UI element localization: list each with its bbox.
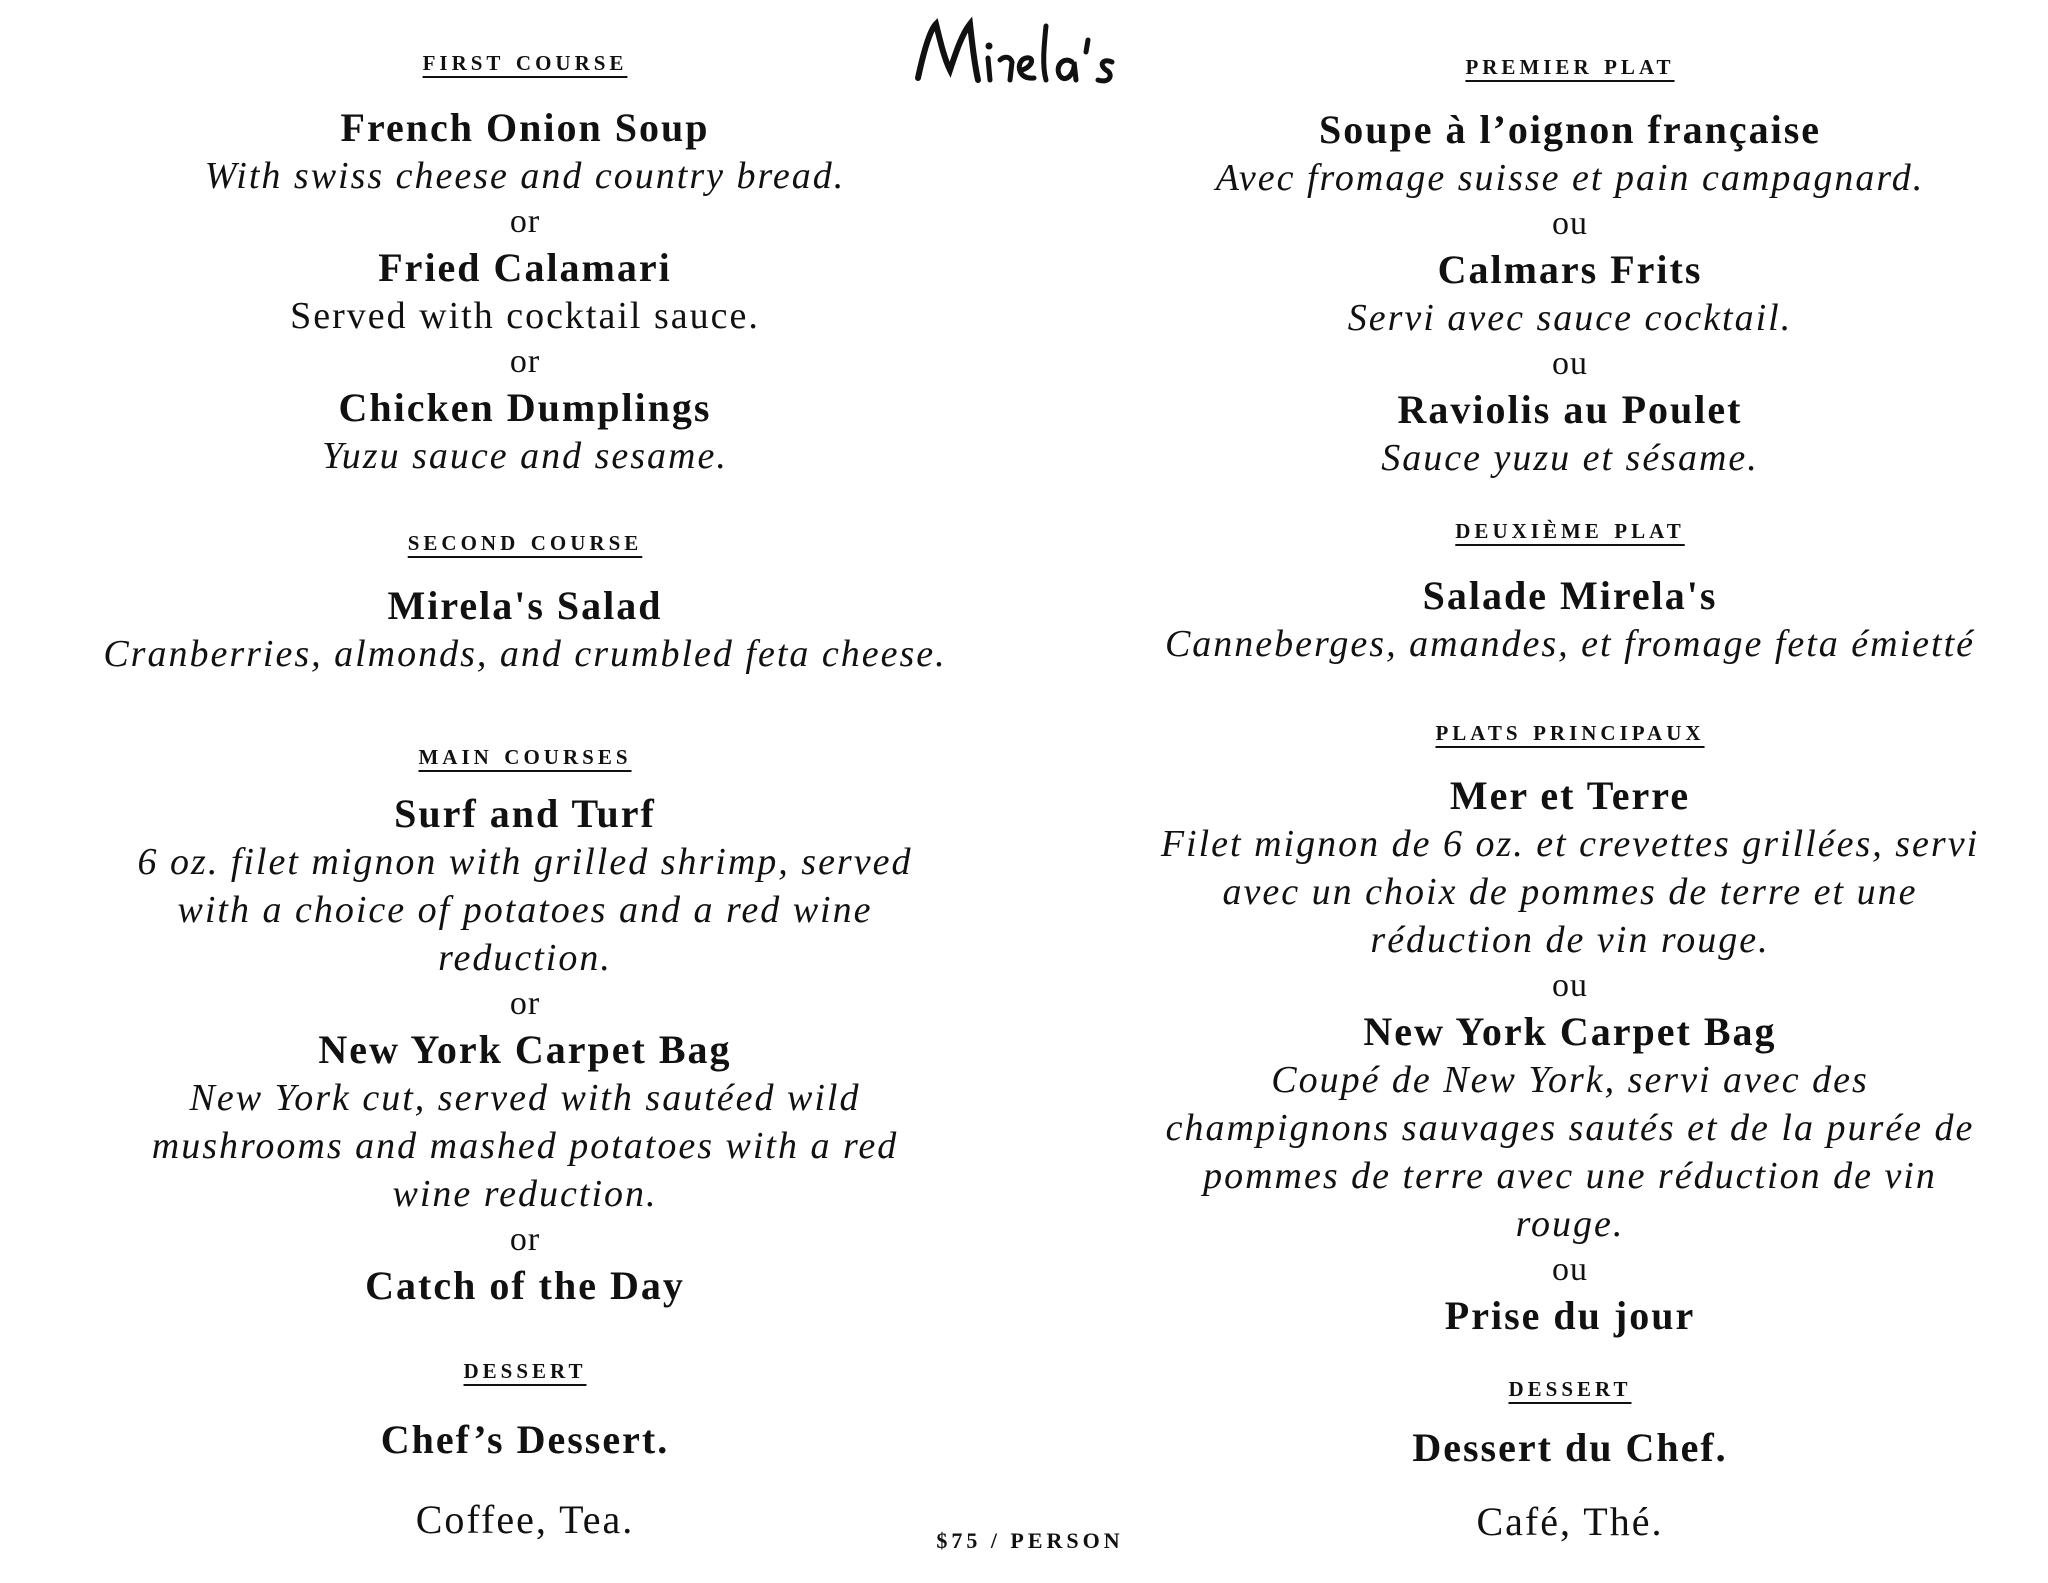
dish-description-line: reduction. xyxy=(438,937,612,979)
dish-description: Sauce yuzu et sésame. xyxy=(1381,437,1759,479)
second-course-heading: second course xyxy=(407,524,643,557)
dish-description-line: Filet mignon de 6 oz. et crevettes grillées, servi xyxy=(1160,823,1980,865)
second-course-item xyxy=(1120,572,2020,668)
dish-description-line: pommes de terre avec une réduction de vin xyxy=(1203,1155,1937,1197)
dish-name: Chicken Dumplings xyxy=(338,385,712,430)
or-separator: ou xyxy=(1552,1251,1588,1288)
dish-description-line: mushrooms and mashed potatoes with a red xyxy=(151,1125,899,1167)
dish-description-line: rouge. xyxy=(1515,1203,1625,1245)
dish-description: Cranberries, almonds, and crumbled feta cheese. xyxy=(103,633,947,675)
dish-description-line: wine reduction. xyxy=(392,1173,658,1215)
dessert-heading: dessert xyxy=(463,1352,587,1385)
dish-name: Salade Mirela's xyxy=(1422,573,1718,618)
second-course-item xyxy=(40,582,1010,678)
dish-name: New York Carpet Bag xyxy=(1363,1009,1777,1054)
dish-description: Canneberges, amandes, et fromage feta émietté xyxy=(1164,623,1976,665)
first-course-heading: premier plat xyxy=(1465,48,1675,81)
dish-name: Prise du jour xyxy=(1444,1293,1696,1338)
beverages: Café, Thé. xyxy=(1476,1499,1664,1544)
or-separator: or xyxy=(509,203,541,240)
dessert-heading: dessert xyxy=(1508,1370,1632,1403)
dish-name: Catch of the Day xyxy=(365,1263,685,1308)
first-course-heading: first course xyxy=(422,44,628,77)
dish-description-line: avec un choix de pommes de terre et une xyxy=(1222,871,1918,913)
dessert-name: Dessert du Chef. xyxy=(1412,1425,1728,1470)
main-courses-items xyxy=(40,790,1010,1310)
dish-description: Served with cocktail sauce. xyxy=(290,295,760,337)
first-course-items xyxy=(1120,106,2020,482)
or-separator: ou xyxy=(1552,205,1588,242)
beverages: Coffee, Tea. xyxy=(415,1497,635,1542)
dish-description-line: Coupé de New York, servi avec des xyxy=(1271,1059,1869,1101)
dish-description-line: champignons sauvages sautés et de la purée de xyxy=(1165,1107,1975,1149)
dish-description: Yuzu sauce and sesame. xyxy=(322,435,728,477)
dessert-name: Chef’s Dessert. xyxy=(380,1417,670,1462)
dish-name: Raviolis au Poulet xyxy=(1397,387,1743,432)
dish-name: Surf and Turf xyxy=(394,791,656,836)
main-courses-heading: main courses xyxy=(418,738,632,771)
or-separator: ou xyxy=(1552,967,1588,1004)
or-separator: or xyxy=(509,1221,541,1258)
dish-name: New York Carpet Bag xyxy=(318,1027,732,1072)
or-separator: or xyxy=(509,985,541,1022)
price-per-person: $75 / PERSON xyxy=(936,1528,1124,1553)
dish-name: Soupe à l’oignon française xyxy=(1318,107,1822,152)
or-separator: or xyxy=(509,343,541,380)
main-courses-heading: plats principaux xyxy=(1435,714,1705,747)
dish-description: With swiss cheese and country bread. xyxy=(204,155,846,197)
dish-description: Servi avec sauce cocktail. xyxy=(1347,297,1793,339)
dish-description-line: New York cut, served with sautéed wild xyxy=(189,1077,861,1119)
dish-name: Fried Calamari xyxy=(378,245,672,290)
dish-description-line: réduction de vin rouge. xyxy=(1370,919,1770,961)
dish-name: French Onion Soup xyxy=(340,105,710,150)
or-separator: ou xyxy=(1552,345,1588,382)
first-course-items xyxy=(40,104,1010,480)
dish-name: Mer et Terre xyxy=(1449,773,1691,818)
dish-name: Mirela's Salad xyxy=(387,583,663,628)
main-courses-items xyxy=(1120,772,2020,1340)
dish-description: Avec fromage suisse et pain campagnard. xyxy=(1215,157,1925,199)
dish-description-line: with a choice of potatoes and a red wine xyxy=(177,889,873,931)
second-course-heading: deuxième plat xyxy=(1455,512,1685,545)
dish-description-line: 6 oz. filet mignon with grilled shrimp, served xyxy=(137,841,913,883)
dish-name: Calmars Frits xyxy=(1437,247,1703,292)
